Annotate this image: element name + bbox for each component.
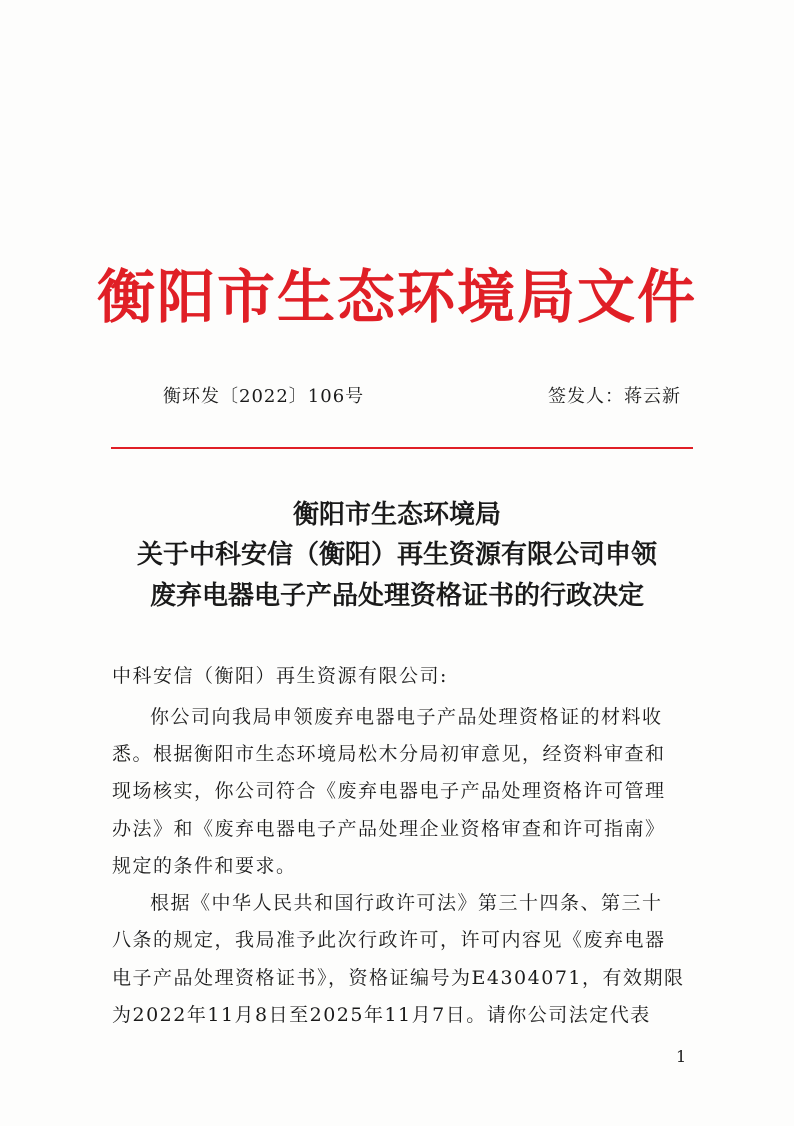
body-line-2: 悉。根据衡阳市生态环境局松木分局初审意见，经资料审查和 <box>112 743 666 765</box>
body-line-8: 电子产品处理资格证书》，资格证编号为E4304071，有效期限 <box>112 967 685 989</box>
page-number: 1 <box>676 1047 687 1066</box>
document-title-line-1: 衡阳市生态环境局 <box>292 500 501 530</box>
document-number: 衡环发〔2022〕106号 <box>163 386 365 407</box>
document-title-line-2: 关于中科安信（衡阳）再生资源有限公司申领 <box>136 540 657 570</box>
addressee: 中科安信（衡阳）再生资源有限公司: <box>112 665 448 687</box>
signer: 签发人：蒋云新 <box>548 386 681 407</box>
body-line-4: 办法》和《废弃电器电子产品处理企业资格审查和许可指南》 <box>112 818 666 840</box>
agency-header-title: 衡阳市生态环境局文件 <box>96 263 697 331</box>
body-line-7: 八条的规定，我局准予此次行政许可，许可内容见《废弃电器 <box>112 929 666 951</box>
body-line-9: 为2022年11月8日至2025年11月7日。请你公司法定代表 <box>112 1004 651 1026</box>
red-divider-line <box>111 447 693 449</box>
body-line-6: 根据《中华人民共和国行政许可法》第三十四条、第三十 <box>150 892 663 914</box>
document-title-line-3: 废弃电器电子产品处理资格证书的行政决定 <box>149 581 644 611</box>
body-line-3: 现场核实，你公司符合《废弃电器电子产品处理资格许可管理 <box>112 780 666 802</box>
body-line-5: 规定的条件和要求。 <box>112 855 297 877</box>
body-line-1: 你公司向我局申领废弃电器电子产品处理资格证的材料收 <box>150 706 663 728</box>
